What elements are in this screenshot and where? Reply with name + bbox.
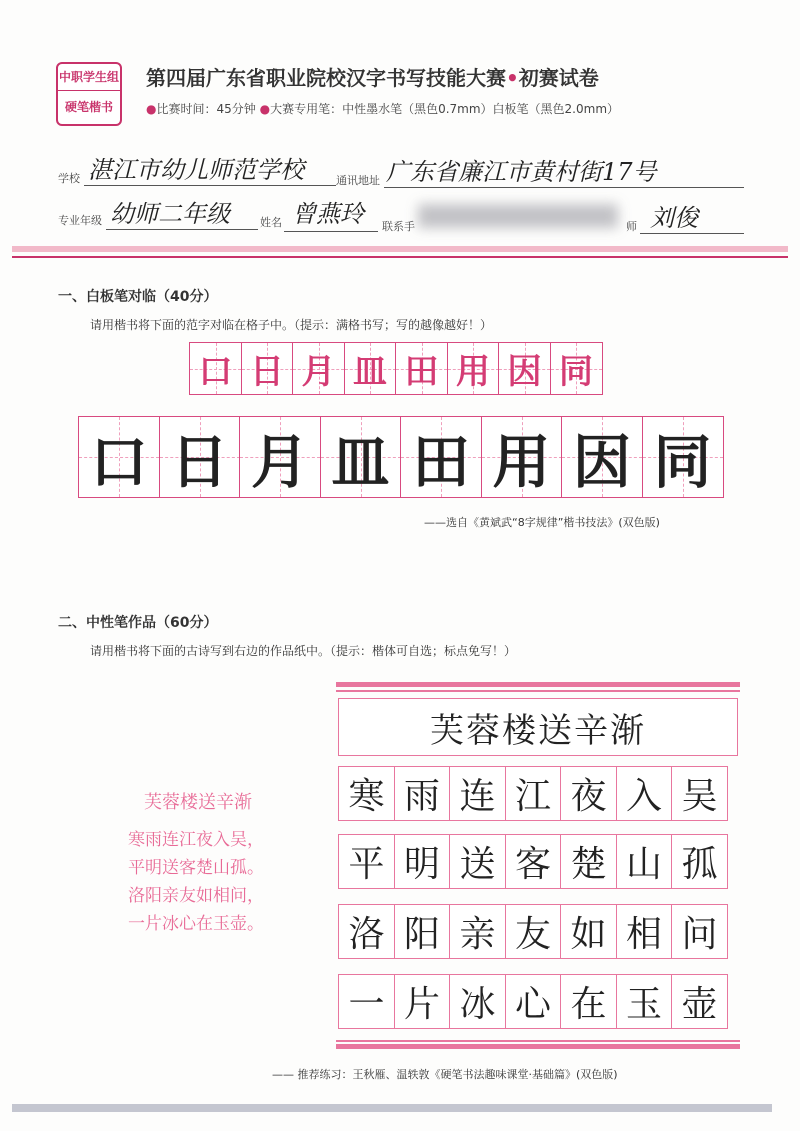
model-cell: 皿 (344, 342, 397, 395)
written-cell: 平 (338, 834, 395, 889)
written-cell: 相 (616, 904, 673, 959)
recommend-text: —— 推荐练习：王秋雁、温轶敦《硬笔书法趣味课堂·基础篇》(双色版) (272, 1068, 618, 1081)
poem-line: 洛阳亲友如相问， (128, 886, 264, 906)
written-title-box (338, 698, 738, 756)
poem-line: 一片冰心在玉壶。 (128, 914, 264, 934)
poem-title: 芙蓉楼送辛渐 (144, 792, 252, 813)
major-label: 专业年级 (58, 214, 102, 227)
practice-grid (78, 416, 722, 498)
footer-rule (12, 1104, 772, 1112)
written-cell: 送 (449, 834, 506, 889)
group-badge (56, 62, 122, 126)
practice-cell: 皿 (320, 416, 402, 498)
name-value: 曾燕玲 (292, 200, 364, 228)
written-row (338, 974, 727, 1029)
school-label: 学校 (58, 172, 80, 185)
poem-line: 寒雨连江夜入吴， (128, 830, 264, 850)
address-value: 广东省廉江市黄村街17号 (386, 158, 657, 186)
written-cell: 寒 (338, 766, 395, 821)
written-cell: 片 (394, 974, 451, 1029)
written-cell: 楚 (560, 834, 617, 889)
written-cell: 玉 (616, 974, 673, 1029)
exam-time: 比赛时间：45分钟 (156, 102, 256, 116)
practice-cell: 口 (78, 416, 160, 498)
model-cell: 同 (550, 342, 603, 395)
paper-top-bar (336, 682, 740, 687)
badge-top: 中职学生组 (58, 64, 120, 91)
exam-info: ●比赛时间：45分钟 ●大赛专用笔：中性墨水笔（黑色0.7mm）白板笔（黑色2.0mm） (146, 102, 620, 116)
section1-heading: 一、白板笔对临（40分） (58, 289, 218, 305)
written-cell: 冰 (449, 974, 506, 1029)
written-cell: 问 (671, 904, 728, 959)
title-dot: • (506, 66, 519, 90)
poem-text (76, 826, 316, 938)
written-cell: 山 (616, 834, 673, 889)
teacher-label: 师 (626, 220, 637, 233)
written-cell: 友 (505, 904, 562, 959)
written-cell: 亲 (449, 904, 506, 959)
written-cell: 在 (560, 974, 617, 1029)
written-cell: 夜 (560, 766, 617, 821)
written-cell: 壶 (671, 974, 728, 1029)
written-cell: 客 (505, 834, 562, 889)
practice-cell: 月 (239, 416, 321, 498)
written-row (338, 904, 727, 959)
written-row (338, 834, 727, 889)
written-cell: 洛 (338, 904, 395, 959)
phone-label: 联系手 (382, 220, 415, 233)
section1-instruction: 请用楷书将下面的范字对临在格子中。（提示：满格书写；写的越像越好！） (90, 318, 493, 332)
model-grid (189, 342, 601, 395)
name-label: 姓名 (260, 216, 282, 229)
header-rule-thin (12, 256, 788, 258)
written-cell: 入 (616, 766, 673, 821)
written-cell: 如 (560, 904, 617, 959)
written-cell: 吴 (671, 766, 728, 821)
practice-cell: 因 (561, 416, 643, 498)
practice-cell: 田 (400, 416, 482, 498)
model-cell: 月 (292, 342, 345, 395)
written-cell: 明 (394, 834, 451, 889)
written-cell: 心 (505, 974, 562, 1029)
model-cell: 用 (447, 342, 500, 395)
model-cell: 日 (241, 342, 294, 395)
practice-cell: 用 (481, 416, 563, 498)
page-title: 第四届广东省职业院校汉字书写技能大赛•初赛试卷 (146, 66, 599, 90)
name-underline (284, 230, 378, 232)
model-cell: 因 (498, 342, 551, 395)
section1-source: ——选自《黄斌武“8字规律”楷书技法》(双色版) (424, 516, 660, 529)
poem-line: 平明送客楚山孤。 (128, 858, 264, 878)
written-cell: 雨 (394, 766, 451, 821)
written-row (338, 766, 727, 821)
section2-heading: 二、中性笔作品（60分） (58, 615, 218, 631)
written-cell: 阳 (394, 904, 451, 959)
school-value: 湛江市幼儿师范学校 (88, 156, 304, 184)
practice-cell: 日 (159, 416, 241, 498)
written-cell: 孤 (671, 834, 728, 889)
model-cell: 口 (189, 342, 242, 395)
written-cell: 连 (449, 766, 506, 821)
teacher-value: 刘俊 (650, 204, 698, 232)
phone-redacted (418, 204, 618, 228)
address-label: 通讯地址 (336, 174, 380, 187)
written-cell: 江 (505, 766, 562, 821)
section2-instruction: 请用楷书将下面的古诗写到右边的作品纸中。（提示：楷体可自选；标点免写！） (90, 644, 517, 658)
paper-top-line (336, 690, 740, 692)
paper-bottom-bar (336, 1044, 740, 1049)
written-cell: 一 (338, 974, 395, 1029)
model-cell: 田 (395, 342, 448, 395)
paper-bottom-line (336, 1040, 740, 1042)
practice-cell: 同 (642, 416, 724, 498)
major-value: 幼师二年级 (110, 200, 230, 228)
pen-info: 大赛专用笔：中性墨水笔（黑色0.7mm）白板笔（黑色2.0mm） (270, 102, 620, 116)
written-title: 芙蓉楼送辛渐 (430, 710, 646, 751)
header-rule-thick (12, 246, 788, 252)
badge-bottom: 硬笔楷书 (64, 100, 113, 114)
